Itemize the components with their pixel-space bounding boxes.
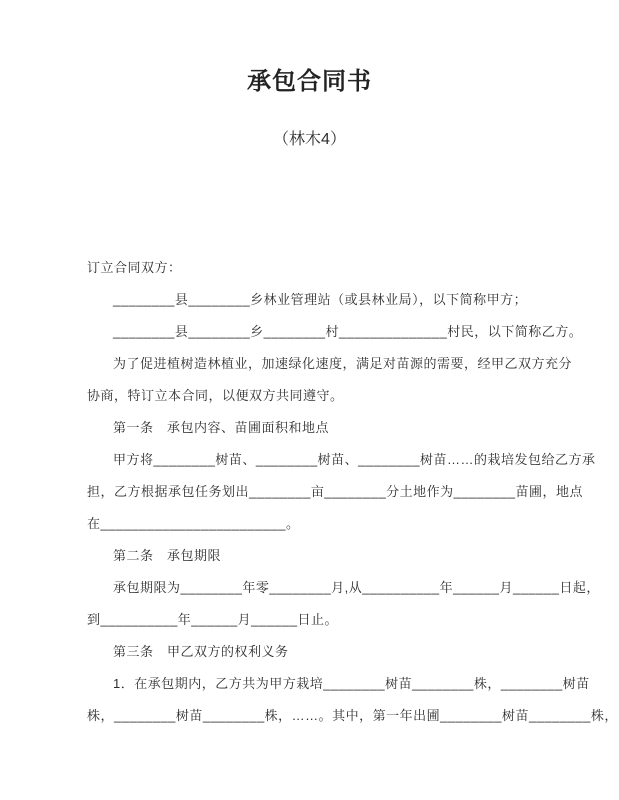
party-a-line: ________县________乡林业管理站（或县林业局），以下简称甲方； xyxy=(113,292,528,307)
clause-3-heading: 第三条 甲乙双方的权利义务 xyxy=(113,644,289,659)
parties-opening-line: 订立合同双方： xyxy=(87,260,182,275)
clause-2-line-1: 承包期限为________年零________月,从__________年______月______日起， xyxy=(113,580,600,595)
clause-1-line-1: 甲方将________树苗、________树苗、________树苗……的栽培发包给乙方承 xyxy=(113,452,596,467)
clause-3-line-1: 1．在承包期内，乙方共为甲方栽培________树苗________株，________树苗 xyxy=(113,676,590,691)
document-subtitle: （林木4） xyxy=(273,131,346,148)
clause-1-heading: 第一条 承包内容、苗圃面积和地点 xyxy=(113,420,330,435)
contract-body xyxy=(87,252,618,732)
clause-3-line-2: 株，________树苗________株，……。其中，第一年出圃________树苗________株， xyxy=(87,708,618,723)
party-b-line: ________县________乡________村______________村民，以下简称乙方。 xyxy=(113,324,583,339)
clause-2-line-2: 到__________年______月______日止。 xyxy=(87,612,339,627)
clause-1-line-3: 在________________________。 xyxy=(87,516,300,531)
clause-2-heading: 第二条 承包期限 xyxy=(113,548,222,563)
preamble-line-2: 协商，特订立本合同，以便双方共同遵守。 xyxy=(87,388,344,403)
preamble-line-1: 为了促进植树造林植业，加速绿化速度，满足对苗源的需要，经甲乙双方充分 xyxy=(113,356,573,371)
clause-1-line-2: 担，乙方根据承包任务划出________亩________分土地作为________苗圃，地点 xyxy=(87,484,584,499)
document-title: 承包合同书 xyxy=(247,68,372,95)
